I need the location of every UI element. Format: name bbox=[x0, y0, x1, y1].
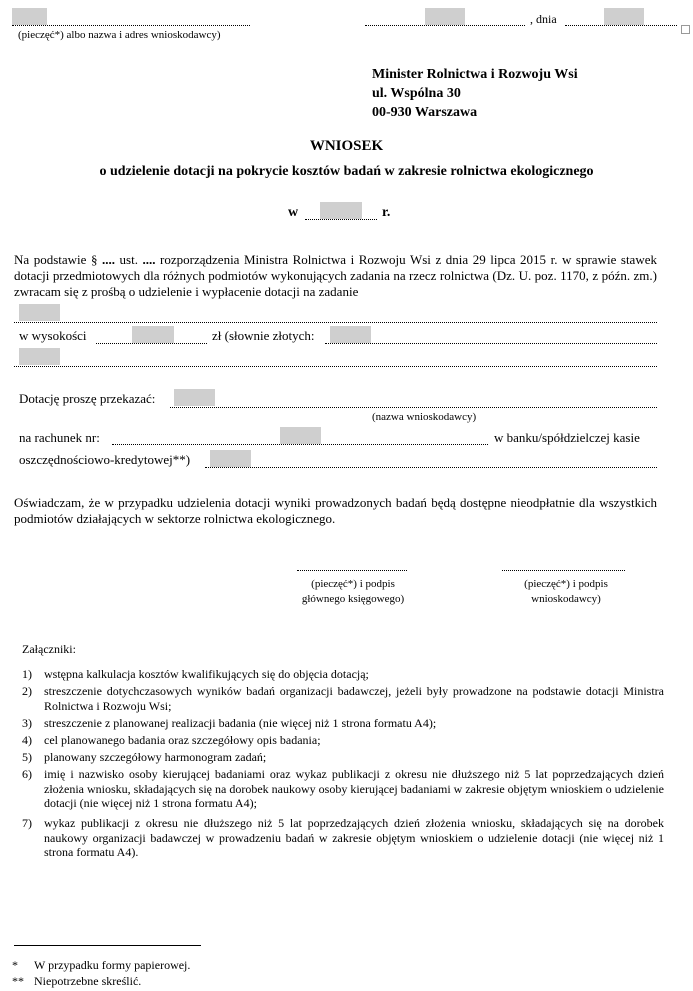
list-item-text: planowany szczegółowy harmonogram zadań; bbox=[44, 750, 267, 764]
list-item-text: wstępna kalkulacja kosztów kwalifikujących się do objęcia dotacją; bbox=[44, 667, 369, 681]
intro-text-3: rozporządzenia Ministra Rolnictwa i Rozwoju Wsi z dnia 29 lipca 2015 r. w sprawie stawek dotacji przedmiotowych dla różnych podmiotów wykonujących zadania na rzecz rolnictwa (Dz. U. poz. 1170, z późn. zm.) zwracam się z prośbą o udzielenie i wypłacenie dotacji na zadanie bbox=[14, 252, 657, 299]
year-field[interactable] bbox=[320, 202, 362, 219]
date-dotted-line bbox=[565, 25, 677, 26]
footnote-2-mark: ** bbox=[12, 974, 24, 988]
task-field[interactable] bbox=[19, 304, 60, 321]
list-item-text: cel planowanego badania oraz szczegółowy opis badania; bbox=[44, 733, 321, 747]
place-field[interactable] bbox=[425, 8, 465, 25]
applicant-name-caption: (nazwa wnioskodawcy) bbox=[372, 411, 477, 423]
date-label: , dnia bbox=[530, 12, 557, 26]
bank-name-dotted-line bbox=[205, 467, 657, 468]
list-item-number: 3) bbox=[22, 716, 32, 730]
accountant-signature-line[interactable] bbox=[297, 570, 407, 571]
accountant-signature-caption bbox=[285, 577, 421, 607]
document-title: WNIOSEK bbox=[309, 138, 384, 154]
attachments-heading: Załączniki: bbox=[22, 642, 76, 656]
list-item-number: 4) bbox=[22, 733, 32, 747]
applicant-signature-line[interactable] bbox=[502, 570, 625, 571]
date-field[interactable] bbox=[604, 8, 644, 25]
bank-label: w banku/spółdzielczej kasie bbox=[494, 430, 640, 445]
recipient-line-2: ul. Wspólna 30 bbox=[372, 86, 461, 101]
declaration-paragraph: Oświadczam, że w przypadku udzielenia dotacji wyniki prowadzonych badań będą dostępne nieodpłatnie dla wszystkich podmiotów działających w sektorze rolnictwa ekologicznego. bbox=[14, 495, 657, 526]
intro-paragraph bbox=[14, 252, 657, 300]
bank-label-2: oszczędnościowo-kredytowej**) bbox=[19, 452, 191, 467]
list-item-number: 1) bbox=[22, 667, 32, 681]
account-label: na rachunek nr: bbox=[19, 430, 100, 445]
amount-dotted-line bbox=[96, 343, 207, 344]
year-suffix: r. bbox=[382, 205, 391, 220]
amount-words-field[interactable] bbox=[330, 326, 371, 343]
stamp-caption: (pieczęć*) albo nazwa i adres wnioskodawcy) bbox=[18, 29, 221, 41]
task-dotted-line bbox=[14, 322, 657, 323]
accountant-caption-line-1: (pieczęć*) i podpis bbox=[311, 578, 395, 590]
list-item-text: wykaz publikacji z okresu nie dłuższego niż 5 lat poprzedzających dzień złożenia wniosku, składających się na dorobek naukowy organizacji badawczej w prowadzeniu badań w zakresie objętym wnioskiem o udzielenie dotacji (nie więcej niż 1 strona formatu A4). bbox=[44, 816, 664, 859]
recipient-line-1: Minister Rolnictwa i Rozwoju Wsi bbox=[372, 67, 578, 82]
footnote-separator bbox=[14, 945, 201, 946]
account-dotted-line bbox=[112, 444, 488, 445]
applicant-signature-caption bbox=[498, 577, 634, 607]
stamp-dotted-line bbox=[12, 25, 250, 26]
intro-text-2: ust. bbox=[115, 252, 143, 267]
year-prefix: w bbox=[288, 205, 299, 220]
amount-words-label: zł (słownie złotych: bbox=[212, 328, 315, 343]
paragraph-number-field[interactable]: .... bbox=[102, 252, 115, 267]
amount-words-continuation-field[interactable] bbox=[19, 348, 60, 365]
list-item-number: 6) bbox=[22, 767, 32, 781]
place-dotted-line bbox=[365, 25, 525, 26]
amount-words-dotted-line bbox=[325, 343, 657, 344]
list-item-number: 5) bbox=[22, 750, 32, 764]
bank-name-field[interactable] bbox=[210, 450, 251, 467]
footnote-2-text: Niepotrzebne skreślić. bbox=[34, 974, 142, 988]
applicant-caption-line-2: wnioskodawcy) bbox=[531, 593, 601, 605]
recipient-address bbox=[372, 65, 578, 122]
footnote-1-mark: * bbox=[12, 958, 18, 972]
amount-words-continuation-line bbox=[14, 366, 657, 367]
document-subtitle: o udzielenie dotacji na pokrycie kosztów badań w zakresie rolnictwa ekologicznego bbox=[99, 164, 594, 179]
applicant-name-dotted-line bbox=[170, 407, 657, 408]
footnote-1-text: W przypadku formy papierowej. bbox=[34, 958, 191, 972]
list-item-text: streszczenie z planowanej realizacji badania (nie więcej niż 1 strona formatu A4); bbox=[44, 716, 437, 730]
applicant-caption-line-1: (pieczęć*) i podpis bbox=[524, 578, 608, 590]
amount-field[interactable] bbox=[132, 326, 174, 343]
account-number-field[interactable] bbox=[280, 427, 321, 444]
recipient-line-3: 00-930 Warszawa bbox=[372, 105, 478, 120]
section-number-field[interactable]: .... bbox=[142, 252, 156, 267]
transfer-label: Dotację proszę przekazać: bbox=[19, 391, 156, 406]
list-item-text: imię i nazwisko osoby kierującej badaniami oraz wykaz publikacji z okresu nie dłuższego niż 5 lat poprzedzających dzień złożenia wniosku, składających się na dorobek naukowy osoby kierującej badaniami w zakresie objętym wnioskiem o udzielenie dotacji (nie więcej niż 1 strona formatu A4); bbox=[44, 767, 664, 810]
list-item-number: 7) bbox=[22, 816, 32, 830]
year-dotted-line bbox=[305, 219, 377, 220]
accountant-caption-line-2: głównego księgowego) bbox=[301, 593, 405, 605]
stamp-field[interactable] bbox=[12, 8, 47, 25]
list-item-number: 2) bbox=[22, 684, 32, 698]
amount-label: w wysokości bbox=[19, 328, 87, 343]
list-item-text: streszczenie dotychczasowych wyników badań organizacji badawczej, jeżeli były prowadzone na podstawie dotacji Ministra Rolnictwa i Rozwoju Wsi; bbox=[44, 684, 664, 713]
page-corner-mark bbox=[681, 25, 690, 34]
intro-text-1: Na podstawie § bbox=[14, 252, 102, 267]
applicant-name-field[interactable] bbox=[174, 389, 215, 406]
